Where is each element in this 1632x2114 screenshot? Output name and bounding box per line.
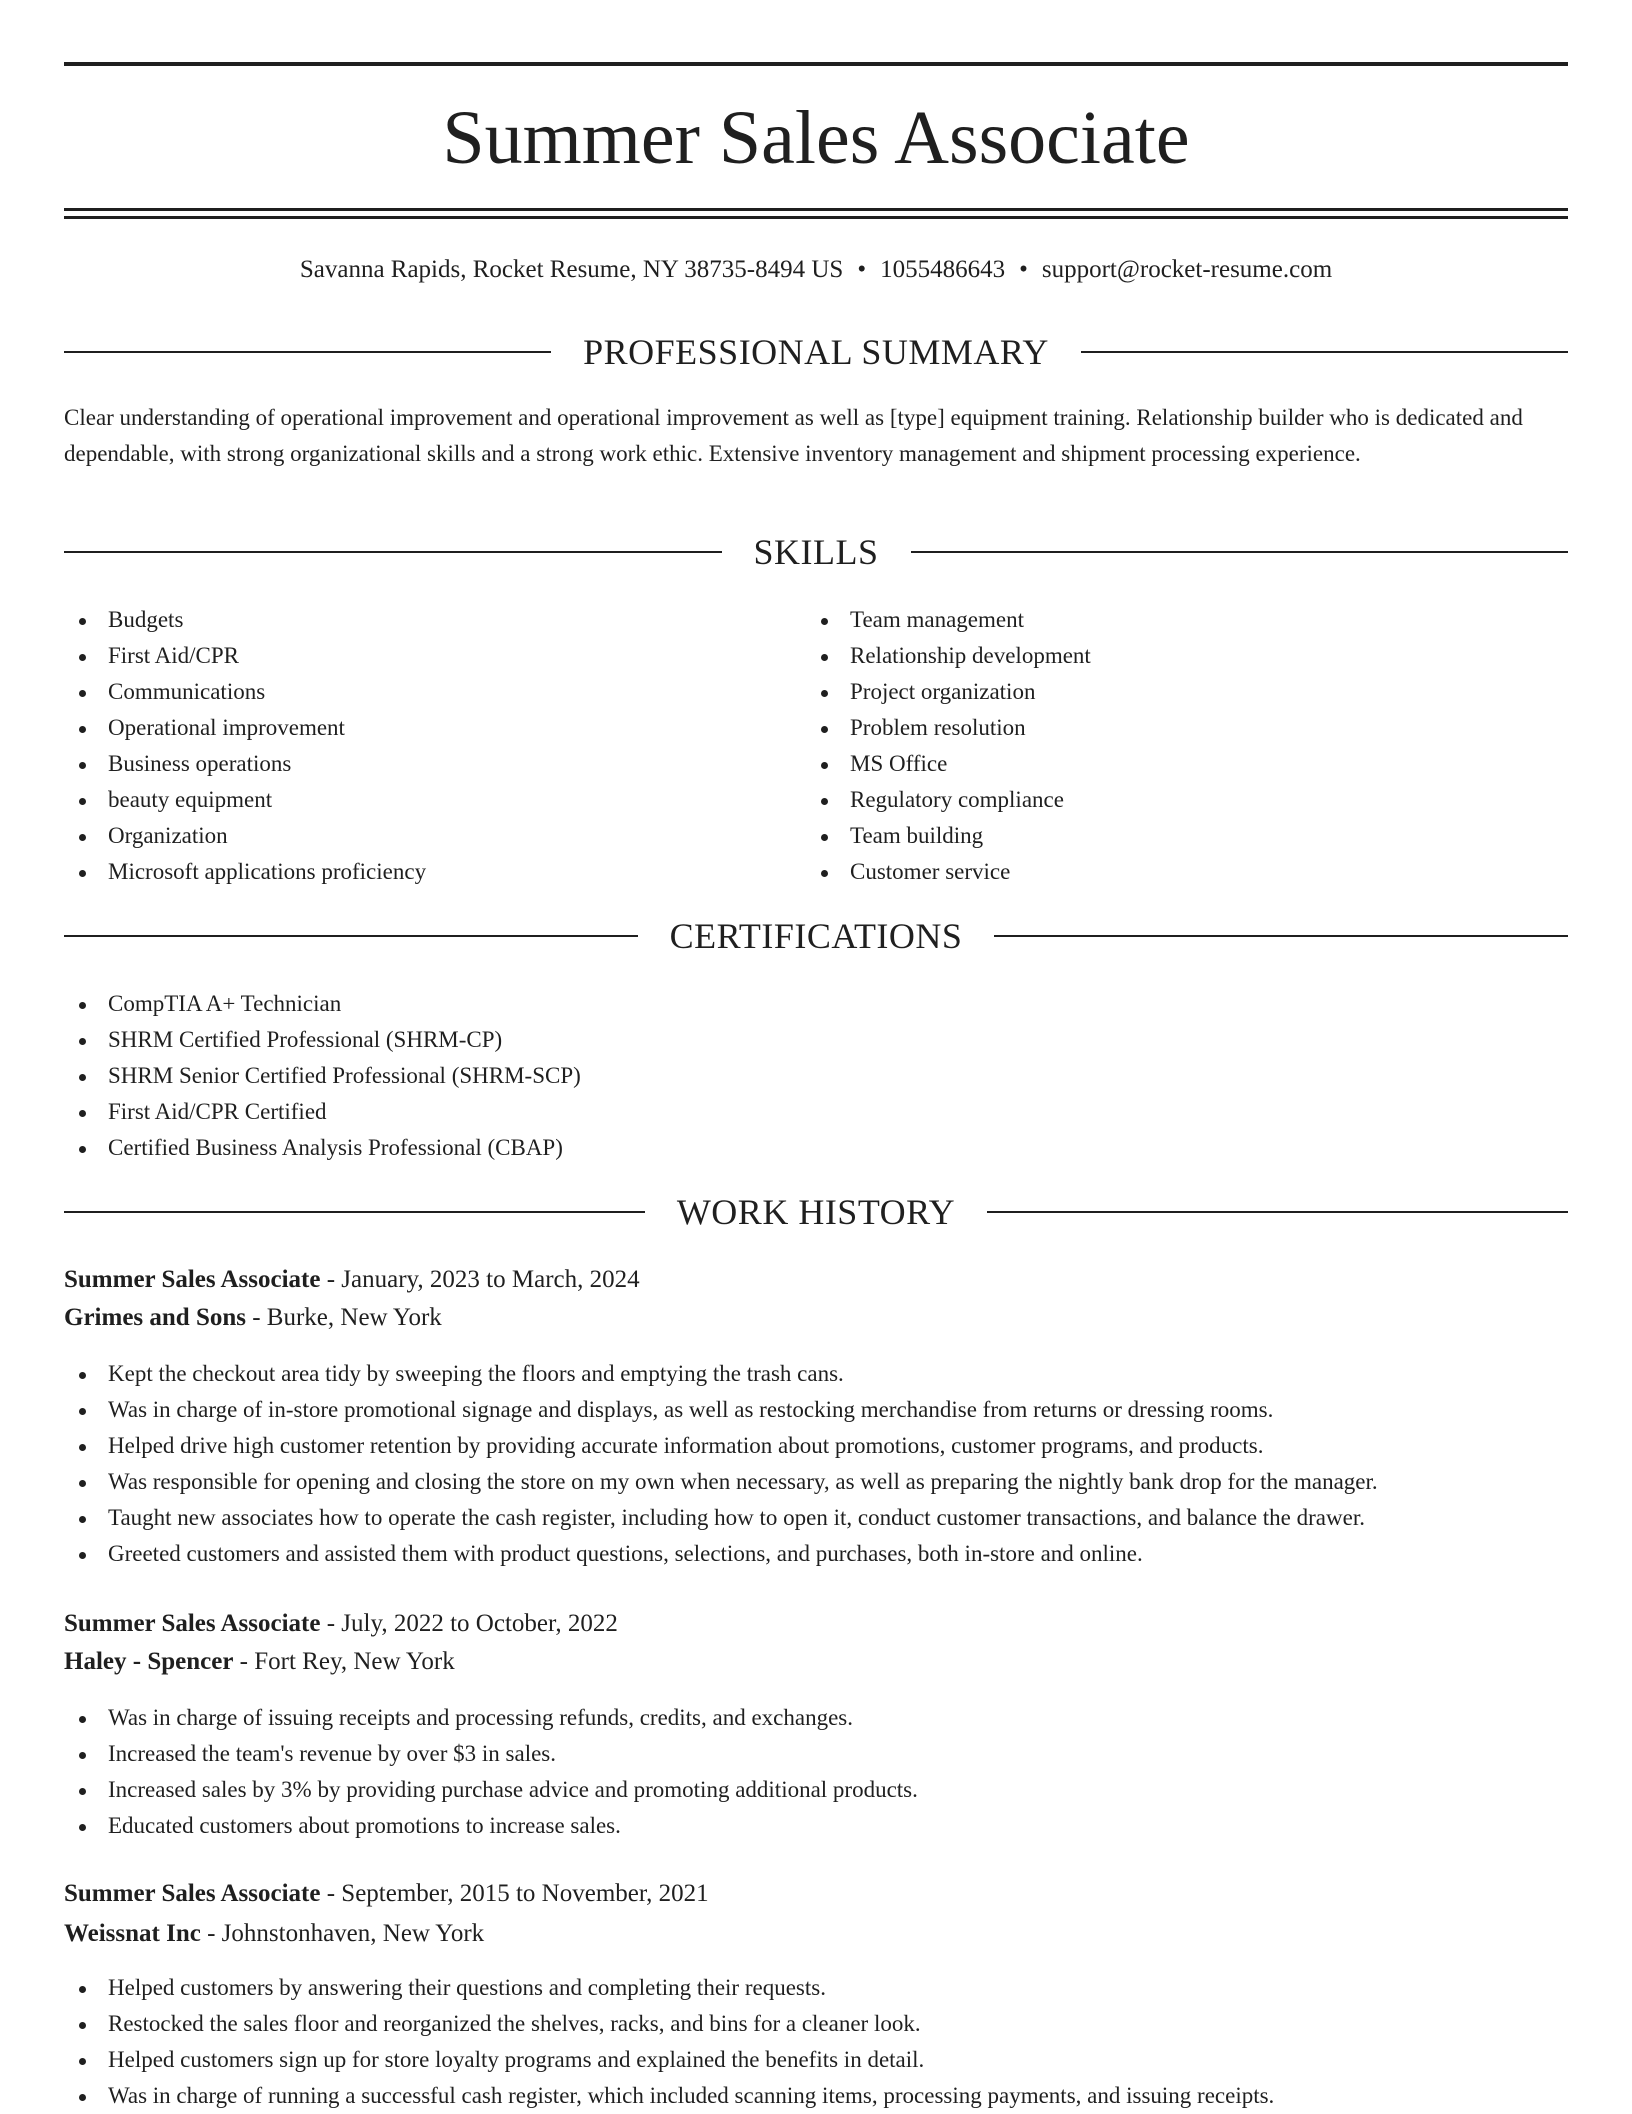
job-location: - Burke, New York — [245, 1304, 442, 1331]
skill-item: Regulatory compliance — [806, 782, 1091, 818]
heading-rule — [64, 351, 551, 353]
job-duty-item: Greeted customers and assisted them with product questions, selections, and purchases, both in-store and online. — [64, 1536, 1378, 1572]
summary-text: Clear understanding of operational improvement and operational improvement as well as [type] equipment training. Relationship builder who is dedicated and dependable, with strong organizational skills and a strong work ethic. Extensive inventory management and shipment processing experience. — [64, 405, 1523, 466]
certification-item: SHRM Senior Certified Professional (SHRM-SCP) — [64, 1058, 581, 1094]
certification-item: SHRM Certified Professional (SHRM-CP) — [64, 1022, 581, 1058]
skill-item: Organization — [64, 818, 426, 854]
job-duty-item: Was in charge of in-store promotional signage and displays, as well as restocking merchandise from returns or dressing rooms. — [64, 1392, 1378, 1428]
heading-rule — [987, 1211, 1568, 1213]
heading-rule — [64, 551, 722, 553]
job-duties-list — [64, 1970, 1274, 2114]
job-duties-list — [64, 1356, 1378, 1572]
skills-list-left — [64, 602, 426, 890]
job-duty-item: Educated customers about promotions to increase sales. — [64, 1808, 918, 1844]
skill-item: beauty equipment — [64, 782, 426, 818]
job-title: Summer Sales Associate — [64, 1266, 321, 1293]
job-company: Grimes and Sons — [64, 1304, 246, 1331]
summary-heading-text: PROFESSIONAL SUMMARY — [583, 332, 1049, 372]
job-duty-item: Helped customers sign up for store loyalty programs and explained the benefits in detail. — [64, 2042, 1274, 2078]
skill-item: MS Office — [806, 746, 1091, 782]
header-double-rule-upper — [64, 208, 1568, 211]
job-duty-item: Kept the checkout area tidy by sweeping the floors and emptying the trash cans. — [64, 1356, 1378, 1392]
contact-address: Savanna Rapids, Rocket Resume, NY 38735-8494 US — [299, 256, 844, 283]
job-dates: - July, 2022 to October, 2022 — [320, 1610, 618, 1637]
job-duty-item: Was in charge of issuing receipts and processing refunds, credits, and exchanges. — [64, 1700, 918, 1736]
contact-separator: • — [1019, 256, 1028, 283]
job-dates: - September, 2015 to November, 2021 — [320, 1880, 709, 1907]
certification-item: First Aid/CPR Certified — [64, 1094, 581, 1130]
certifications-heading-text: CERTIFICATIONS — [669, 916, 963, 956]
skill-item: Relationship development — [806, 638, 1091, 674]
skill-item: Operational improvement — [64, 710, 426, 746]
job-location: - Fort Rey, New York — [233, 1648, 455, 1675]
contact-line — [64, 252, 1568, 288]
heading-rule — [64, 935, 638, 937]
header-top-rule — [64, 62, 1568, 66]
skill-item: Customer service — [806, 854, 1091, 890]
job-duty-item: Helped drive high customer retention by providing accurate information about promotions, customer programs, and products. — [64, 1428, 1378, 1464]
job-title-line — [64, 1876, 709, 1912]
job-company-line — [64, 1300, 442, 1336]
contact-email: support@rocket-resume.com — [1041, 256, 1333, 283]
job-duty-item: Restocked the sales floor and reorganized the shelves, racks, and bins for a cleaner look. — [64, 2006, 1274, 2042]
skills-heading-text: SKILLS — [753, 532, 879, 572]
job-company: Weissnat Inc — [64, 1920, 201, 1947]
work-history-heading — [64, 1190, 1568, 1234]
job-duty-item: Was responsible for opening and closing the store on my own when necessary, as well as preparing the nightly bank drop for the manager. — [64, 1464, 1378, 1500]
skill-item: Budgets — [64, 602, 426, 638]
job-company: Haley - Spencer — [64, 1648, 234, 1675]
skill-item: First Aid/CPR — [64, 638, 426, 674]
skill-item: Communications — [64, 674, 426, 710]
job-title-line — [64, 1606, 618, 1642]
skill-item: Microsoft applications proficiency — [64, 854, 426, 890]
skill-item: Team management — [806, 602, 1091, 638]
header-double-rule-lower — [64, 216, 1568, 219]
contact-phone: 1055486643 — [880, 256, 1006, 283]
skill-item: Problem resolution — [806, 710, 1091, 746]
skills-list-right — [806, 602, 1091, 890]
summary-heading — [64, 330, 1568, 374]
heading-rule — [1081, 351, 1568, 353]
heading-rule — [994, 935, 1568, 937]
work-history-heading-text: WORK HISTORY — [676, 1192, 956, 1232]
job-dates: - January, 2023 to March, 2024 — [320, 1266, 640, 1293]
skills-heading — [64, 530, 1568, 574]
resume-title: Summer Sales Associate — [442, 96, 1190, 180]
certifications-heading — [64, 914, 1568, 958]
job-duty-item: Taught new associates how to operate the cash register, including how to open it, conduct customer transactions, and balance the drawer. — [64, 1500, 1378, 1536]
heading-rule — [911, 551, 1569, 553]
job-location: - Johnstonhaven, New York — [200, 1920, 485, 1947]
skill-item: Project organization — [806, 674, 1091, 710]
job-company-line — [64, 1644, 455, 1680]
job-company-line — [64, 1916, 484, 1952]
certification-item: CompTIA A+ Technician — [64, 986, 581, 1022]
job-title: Summer Sales Associate — [64, 1610, 321, 1637]
job-duties-list — [64, 1700, 918, 1844]
job-duty-item: Helped customers by answering their questions and completing their requests. — [64, 1970, 1274, 2006]
job-title-line — [64, 1262, 640, 1298]
job-duty-item: Increased sales by 3% by providing purchase advice and promoting additional products. — [64, 1772, 918, 1808]
job-duty-item: Was in charge of running a successful cash register, which included scanning items, processing payments, and issuing receipts. — [64, 2078, 1274, 2114]
certification-item: Certified Business Analysis Professional (CBAP) — [64, 1130, 581, 1166]
certifications-list — [64, 986, 581, 1166]
job-duty-item: Increased the team's revenue by over $3 in sales. — [64, 1736, 918, 1772]
heading-rule — [64, 1211, 645, 1213]
skill-item: Business operations — [64, 746, 426, 782]
skill-item: Team building — [806, 818, 1091, 854]
job-title: Summer Sales Associate — [64, 1880, 321, 1907]
contact-separator: • — [857, 256, 867, 283]
